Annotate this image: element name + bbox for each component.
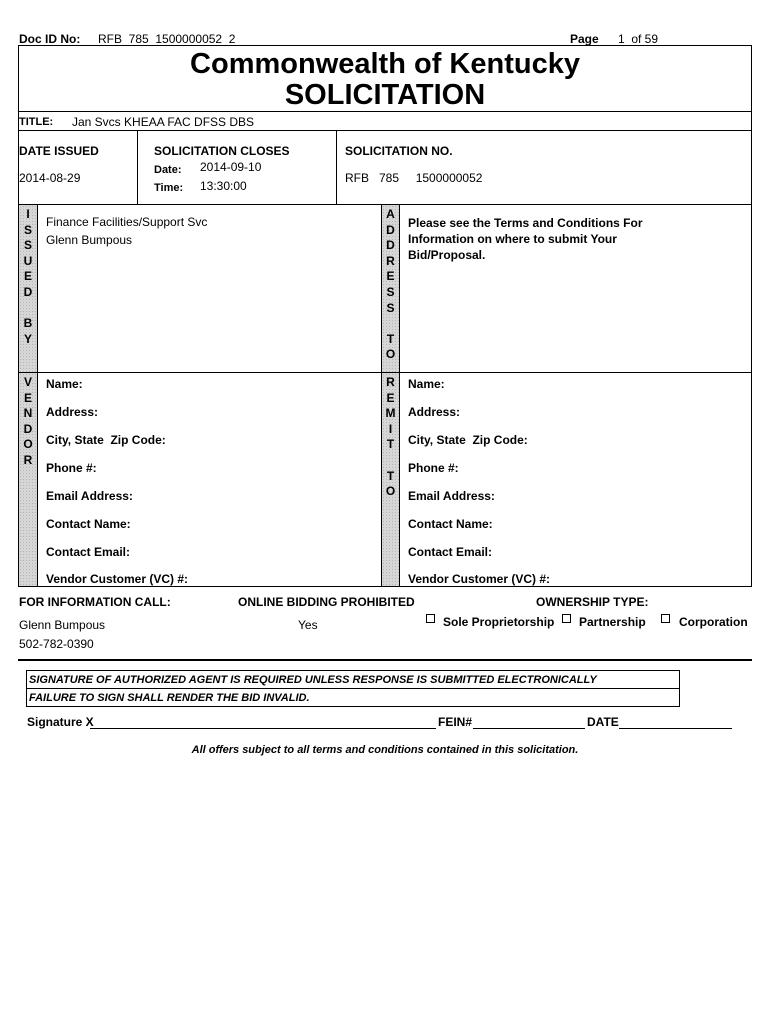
info-call-label: FOR INFORMATION CALL: xyxy=(19,595,171,609)
date-label: DATE xyxy=(587,715,619,729)
date-issued-label: DATE ISSUED xyxy=(19,144,99,158)
signature-line[interactable] xyxy=(90,728,436,729)
corporation-checkbox[interactable] xyxy=(661,614,670,623)
doc-id-label: Doc ID No: xyxy=(19,32,81,46)
info-call-name: Glenn Bumpous xyxy=(19,618,106,632)
signature-label: Signature X xyxy=(27,715,94,729)
remit-name-field[interactable]: Name: xyxy=(408,377,445,391)
title-row xyxy=(18,111,752,131)
close-time-label: Time: xyxy=(154,182,184,194)
remit-vc-number-field[interactable]: Vendor Customer (VC) #: xyxy=(408,572,551,586)
signature-notice-line2: FAILURE TO SIGN SHALL RENDER THE BID INVALID. xyxy=(29,692,310,704)
solicitation-closes-label: SOLICITATION CLOSES xyxy=(154,144,290,158)
issued-by-vertical-label: I S S U E D B Y xyxy=(23,207,33,346)
doc-heading: Commonwealth of Kentucky xyxy=(190,48,580,80)
footer-terms: All offers subject to all terms and conditions contained in this solicitation. xyxy=(191,744,579,756)
address-to-instructions: Please see the Terms and Conditions For Information on where to submit Your Bid/Proposal. xyxy=(408,216,643,262)
corporation-label: Corporation xyxy=(679,615,748,629)
doc-subheading: SOLICITATION xyxy=(284,79,486,111)
vendor-phone-field[interactable]: Phone #: xyxy=(46,461,97,475)
vendor-name-field[interactable]: Name: xyxy=(46,377,83,391)
remit-contact-email-field[interactable]: Contact Email: xyxy=(408,545,493,559)
section-divider xyxy=(18,659,752,661)
issuer-contact: Glenn Bumpous xyxy=(46,233,133,247)
vendor-remit-row xyxy=(18,372,752,587)
ownership-type-label: OWNERSHIP TYPE: xyxy=(536,595,649,609)
online-bidding-label: ONLINE BIDDING PROHIBITED xyxy=(238,595,415,609)
address-to-vertical-label: A D D R E S S T O xyxy=(385,207,396,362)
close-date-label: Date: xyxy=(154,164,182,176)
vendor-vertical-label: V E N D O R xyxy=(23,375,33,467)
title-value: Jan Svcs KHEAA FAC DFSS DBS xyxy=(72,115,255,129)
partnership-checkbox[interactable] xyxy=(562,614,571,623)
remit-to-vertical-label: R E M I T T O xyxy=(385,375,396,499)
title-block xyxy=(18,45,752,112)
date-line[interactable] xyxy=(619,728,732,729)
solicitation-number-value: RFB 785 1500000052 xyxy=(345,171,483,185)
vendor-vc-number-field[interactable]: Vendor Customer (VC) #: xyxy=(46,572,189,586)
solicitation-number-label: SOLICITATION NO. xyxy=(345,144,453,158)
remit-address-field[interactable]: Address: xyxy=(408,405,461,419)
issued-address-row xyxy=(18,204,752,373)
remit-city-field[interactable]: City, State Zip Code: xyxy=(408,433,528,447)
vendor-address-field[interactable]: Address: xyxy=(46,405,99,419)
info-call-phone: 502-782-0390 xyxy=(19,637,94,651)
date-issued-value: 2014-08-29 xyxy=(19,171,81,185)
close-time-value: 13:30:00 xyxy=(200,179,247,193)
vendor-contact-email-field[interactable]: Contact Email: xyxy=(46,545,131,559)
remit-email-field[interactable]: Email Address: xyxy=(408,489,495,503)
signature-notice-line1: SIGNATURE OF AUTHORIZED AGENT IS REQUIRED UNLESS RESPONSE IS SUBMITTED ELECTRONICALLY xyxy=(29,674,597,686)
page-number: 1 of 59 xyxy=(618,32,659,46)
remit-phone-field[interactable]: Phone #: xyxy=(408,461,459,475)
vendor-email-field[interactable]: Email Address: xyxy=(46,489,133,503)
online-bidding-value: Yes xyxy=(298,618,318,632)
partnership-label: Partnership xyxy=(579,615,646,629)
vendor-contact-name-field[interactable]: Contact Name: xyxy=(46,517,131,531)
vendor-city-field[interactable]: City, State Zip Code: xyxy=(46,433,166,447)
sole-proprietorship-checkbox[interactable] xyxy=(426,614,435,623)
title-label: TITLE: xyxy=(19,116,54,128)
fein-line[interactable] xyxy=(473,728,585,729)
remit-contact-name-field[interactable]: Contact Name: xyxy=(408,517,493,531)
dates-row xyxy=(18,130,752,205)
issuer-office: Finance Facilities/Support Svc xyxy=(46,215,208,229)
fein-label: FEIN# xyxy=(438,715,473,729)
signature-notice-box xyxy=(26,670,680,707)
sole-proprietorship-label: Sole Proprietorship xyxy=(443,615,555,629)
doc-id-value: RFB 785 1500000052 2 xyxy=(98,32,236,46)
page-label: Page xyxy=(570,32,599,46)
close-date-value: 2014-09-10 xyxy=(200,160,262,174)
